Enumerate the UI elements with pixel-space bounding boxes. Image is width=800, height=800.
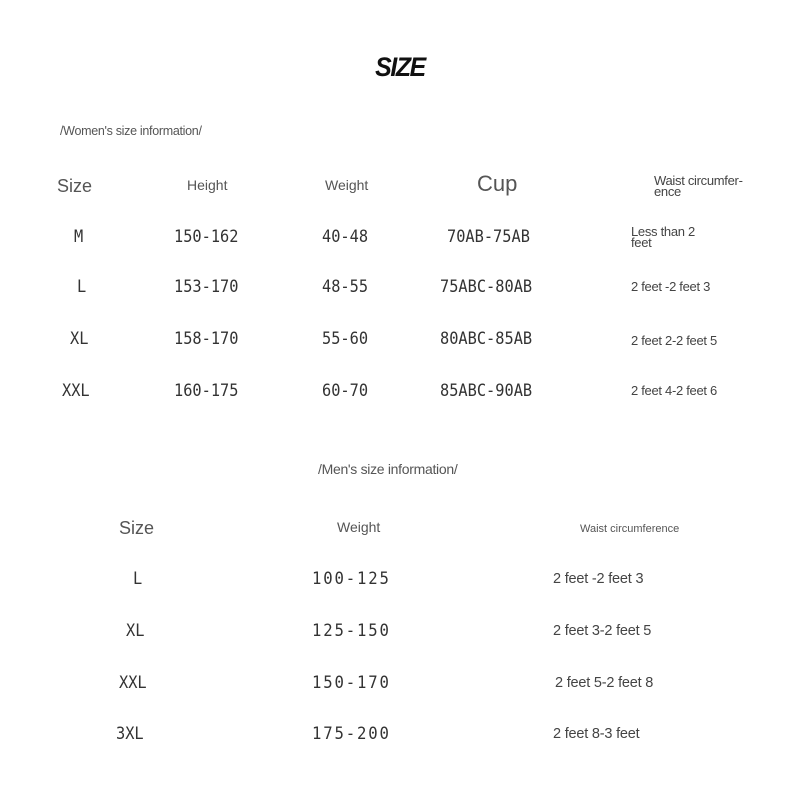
size-cell: L <box>77 277 87 297</box>
weight-cell: 48-55 <box>322 277 369 297</box>
weight-cell: 175-200 <box>312 724 391 744</box>
cup-cell: 80ABC-85AB <box>440 329 533 349</box>
size-cell: XXL <box>119 673 147 693</box>
waist-cell: 2 feet 5-2 feet 8 <box>555 675 654 691</box>
height-cell: 158-170 <box>174 329 239 349</box>
cup-cell: 85ABC-90AB <box>440 381 533 401</box>
weight-cell: 60-70 <box>322 381 369 401</box>
waist-cell: 2 feet -2 feet 3 <box>553 571 644 587</box>
weight-cell: 55-60 <box>322 329 369 349</box>
women-section-label: /Women's size information/ <box>60 124 202 138</box>
waist-cell: 2 feet 8-3 feet <box>553 726 640 742</box>
women-header-weight: Weight <box>325 177 369 193</box>
waist-cell: 2 feet 2-2 feet 5 <box>631 333 717 348</box>
size-cell: M <box>74 227 84 247</box>
size-cell: L <box>133 569 143 589</box>
women-header-waist: Waist circumfer- ence <box>654 173 743 199</box>
height-cell: 150-162 <box>174 227 239 247</box>
men-header-weight: Weight <box>337 519 381 535</box>
women-header-height: Height <box>187 177 228 193</box>
size-cell: XL <box>126 621 145 641</box>
women-header-size: Size <box>57 176 93 196</box>
waist-cell: 2 feet -2 feet 3 <box>631 279 711 294</box>
waist-cell: 2 feet 3-2 feet 5 <box>553 623 652 639</box>
page-title: SIZE <box>375 52 425 82</box>
waist-cell: 2 feet 4-2 feet 6 <box>631 383 717 398</box>
men-header-waist: Waist circumference <box>580 523 680 535</box>
size-cell: XL <box>70 329 89 349</box>
weight-cell: 100-125 <box>312 569 391 589</box>
weight-cell: 150-170 <box>312 673 391 693</box>
weight-cell: 125-150 <box>312 621 391 641</box>
men-header-size: Size <box>119 518 155 538</box>
cup-cell: 75ABC-80AB <box>440 277 533 297</box>
waist-cell: Less than 2 feet <box>631 224 695 250</box>
height-cell: 160-175 <box>174 381 239 401</box>
men-section-label: /Men's size information/ <box>318 461 458 477</box>
size-cell: 3XL <box>116 724 144 744</box>
size-cell: XXL <box>62 381 90 401</box>
cup-cell: 70AB-75AB <box>447 227 530 247</box>
height-cell: 153-170 <box>174 277 239 297</box>
weight-cell: 40-48 <box>322 227 369 247</box>
women-header-cup: Cup <box>477 171 518 196</box>
